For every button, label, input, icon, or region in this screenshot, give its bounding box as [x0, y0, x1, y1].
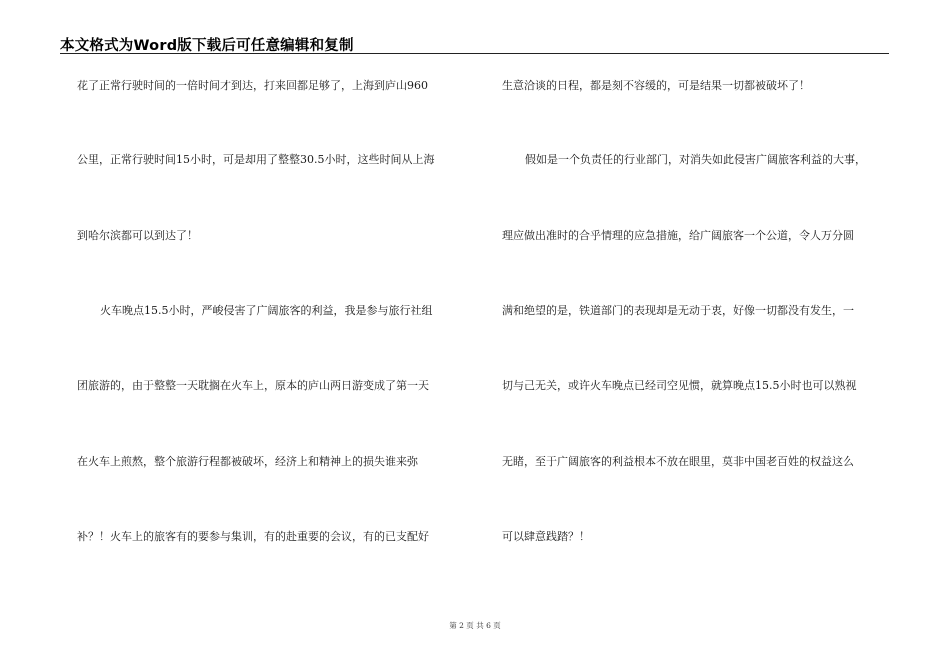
right-line-2: 假如是一个负责任的行业部门，对消失如此侵害广阔旅客利益的大事， [525, 153, 866, 166]
page-number: 第 2 页 共 6 页 [449, 621, 501, 630]
left-line-7: 补？！火车上的旅客有的要参与集训，有的赴重要的会议，有的已支配好 [77, 530, 429, 543]
document-title: 本文格式为Word版下载后可任意编辑和复制 [60, 38, 354, 54]
left-line-4: 火车晚点15.5小时，严峻侵害了广阔旅客的利益，我是参与旅行社组 [100, 304, 433, 317]
left-line-2: 公里，正常行驶时间15小时，可是却用了整整30.5小时，这些时间从上海 [77, 153, 435, 166]
left-line-3: 到哈尔滨都可以到达了！ [77, 229, 198, 242]
right-line-1: 生意洽谈的日程，都是刻不容缓的，可是结果一切都被破坏了！ [502, 79, 810, 92]
right-line-7: 可以肆意践踏？！ [502, 530, 590, 543]
left-line-5: 团旅游的，由于整整一天耽搁在火车上，原本的庐山两日游变成了第一天 [77, 379, 429, 392]
right-line-4: 满和绝望的是，铁道部门的表现却是无动于衷，好像一切都没有发生，一 [502, 304, 854, 317]
right-line-6: 无睹，至于广阔旅客的利益根本不放在眼里，莫非中国老百姓的权益这么 [502, 455, 854, 468]
page-header [60, 32, 889, 54]
left-line-6: 在火车上煎熬，整个旅游行程都被破坏，经济上和精神上的损失谁来弥 [77, 455, 418, 468]
left-line-1: 花了正常行驶时间的一倍时间才到达，打来回都足够了，上海到庐山960 [77, 79, 428, 92]
right-line-3: 理应做出准时的合乎情理的应急措施，给广阔旅客一个公道，令人万分圆 [502, 229, 854, 242]
right-line-5: 切与己无关，或许火车晚点已经司空见惯，就算晚点15.5小时也可以熟视 [502, 379, 857, 392]
